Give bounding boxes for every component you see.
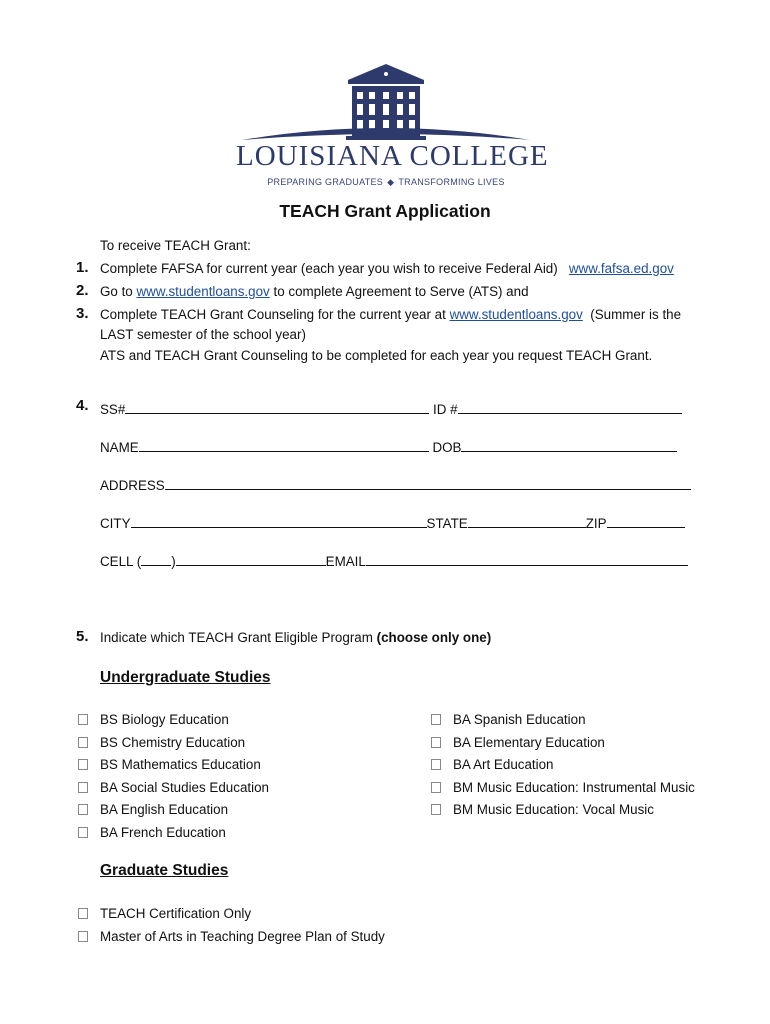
checkbox-icon[interactable] bbox=[78, 908, 88, 919]
step-3-note: ATS and TEACH Grant Counseling to be completed for each year you request TEACH Grant. bbox=[100, 348, 653, 363]
name-label: NAME bbox=[100, 440, 139, 455]
checkbox-icon[interactable] bbox=[78, 737, 88, 748]
list-item[interactable]: BA French Education bbox=[78, 825, 269, 848]
step-1: Complete FAFSA for current year (each year you wish to receive Federal Aid) www.fafsa.ed.gov bbox=[100, 261, 674, 276]
step-number: 1. bbox=[76, 259, 89, 276]
list-item[interactable]: BA English Education bbox=[78, 802, 269, 825]
zip-field[interactable] bbox=[607, 514, 685, 528]
cell-field[interactable] bbox=[176, 552, 326, 566]
cell-label: CELL ( bbox=[100, 554, 142, 569]
city-field[interactable] bbox=[131, 514, 427, 528]
undergrad-left-list bbox=[78, 712, 269, 847]
undergrad-heading: Undergraduate Studies bbox=[100, 669, 271, 686]
city-label: CITY bbox=[100, 516, 131, 531]
graduate-list bbox=[78, 906, 385, 951]
list-item[interactable]: BA Elementary Education bbox=[431, 735, 695, 758]
studentloans-link[interactable]: www.studentloans.gov bbox=[449, 307, 583, 322]
name-field[interactable] bbox=[139, 438, 429, 452]
address-row bbox=[100, 476, 691, 493]
program-instruction: Indicate which TEACH Grant Eligible Program (choose only one) bbox=[100, 630, 492, 645]
list-item[interactable]: BA Art Education bbox=[431, 757, 695, 780]
page-title: TEACH Grant Application bbox=[279, 201, 491, 221]
step-3-continued: LAST semester of the school year) bbox=[100, 327, 306, 342]
checkbox-icon[interactable] bbox=[431, 782, 441, 793]
id-field[interactable] bbox=[458, 400, 682, 414]
city-row bbox=[100, 514, 685, 531]
list-item[interactable]: BM Music Education: Instrumental Music bbox=[431, 780, 695, 803]
address-field[interactable] bbox=[165, 476, 691, 490]
list-item[interactable]: BM Music Education: Vocal Music bbox=[431, 802, 695, 825]
checkbox-icon[interactable] bbox=[78, 759, 88, 770]
state-field[interactable] bbox=[468, 514, 586, 528]
checkbox-icon[interactable] bbox=[431, 714, 441, 725]
diamond-icon: ◆ bbox=[387, 177, 395, 187]
name-row bbox=[100, 438, 677, 455]
checkbox-icon[interactable] bbox=[78, 931, 88, 942]
step-number: 3. bbox=[76, 305, 89, 322]
list-item[interactable]: BS Biology Education bbox=[78, 712, 269, 735]
ss-field[interactable] bbox=[125, 400, 429, 414]
list-item[interactable]: BS Mathematics Education bbox=[78, 757, 269, 780]
list-item[interactable]: Master of Arts in Teaching Degree Plan of Study bbox=[78, 929, 385, 952]
id-label: ID # bbox=[433, 402, 458, 417]
checkbox-icon[interactable] bbox=[431, 759, 441, 770]
studentloans-link[interactable]: www.studentloans.gov bbox=[136, 284, 270, 299]
checkbox-icon[interactable] bbox=[78, 827, 88, 838]
dob-label: DOB bbox=[432, 440, 462, 455]
cell-row: CELL ( ) EMAIL bbox=[100, 552, 688, 569]
dob-field[interactable] bbox=[461, 438, 677, 452]
list-item[interactable]: BA Social Studies Education bbox=[78, 780, 269, 803]
state-label: STATE bbox=[426, 516, 468, 531]
step-number: 2. bbox=[76, 282, 89, 299]
graduate-heading: Graduate Studies bbox=[100, 862, 229, 879]
list-item[interactable]: TEACH Certification Only bbox=[78, 906, 385, 929]
college-name: LOUISIANA COLLEGE bbox=[236, 140, 549, 172]
intro-text: To receive TEACH Grant: bbox=[100, 238, 251, 253]
step-3: Complete TEACH Grant Counseling for the current year at www.studentloans.gov (Summer is the bbox=[100, 307, 682, 322]
email-label: EMAIL bbox=[325, 554, 366, 569]
step-2: Go to www.studentloans.gov to complete Agreement to Serve (ATS) and bbox=[100, 284, 529, 299]
zip-label: ZIP bbox=[585, 516, 607, 531]
step-number: 4. bbox=[76, 397, 89, 414]
checkbox-icon[interactable] bbox=[431, 737, 441, 748]
checkbox-icon[interactable] bbox=[78, 714, 88, 725]
list-item[interactable]: BA Spanish Education bbox=[431, 712, 695, 735]
list-item[interactable]: BS Chemistry Education bbox=[78, 735, 269, 758]
area-code-field[interactable] bbox=[141, 552, 171, 566]
fafsa-link[interactable]: www.fafsa.ed.gov bbox=[568, 261, 674, 276]
undergrad-right-list bbox=[431, 712, 695, 825]
email-field[interactable] bbox=[366, 552, 688, 566]
tagline: PREPARING GRADUATES ◆ TRANSFORMING LIVES bbox=[267, 177, 505, 187]
checkbox-icon[interactable] bbox=[78, 804, 88, 815]
checkbox-icon[interactable] bbox=[431, 804, 441, 815]
ss-label: SS# bbox=[100, 402, 126, 417]
checkbox-icon[interactable] bbox=[78, 782, 88, 793]
step-number: 5. bbox=[76, 628, 89, 645]
address-label: ADDRESS bbox=[100, 478, 165, 493]
ss-row bbox=[100, 400, 682, 417]
